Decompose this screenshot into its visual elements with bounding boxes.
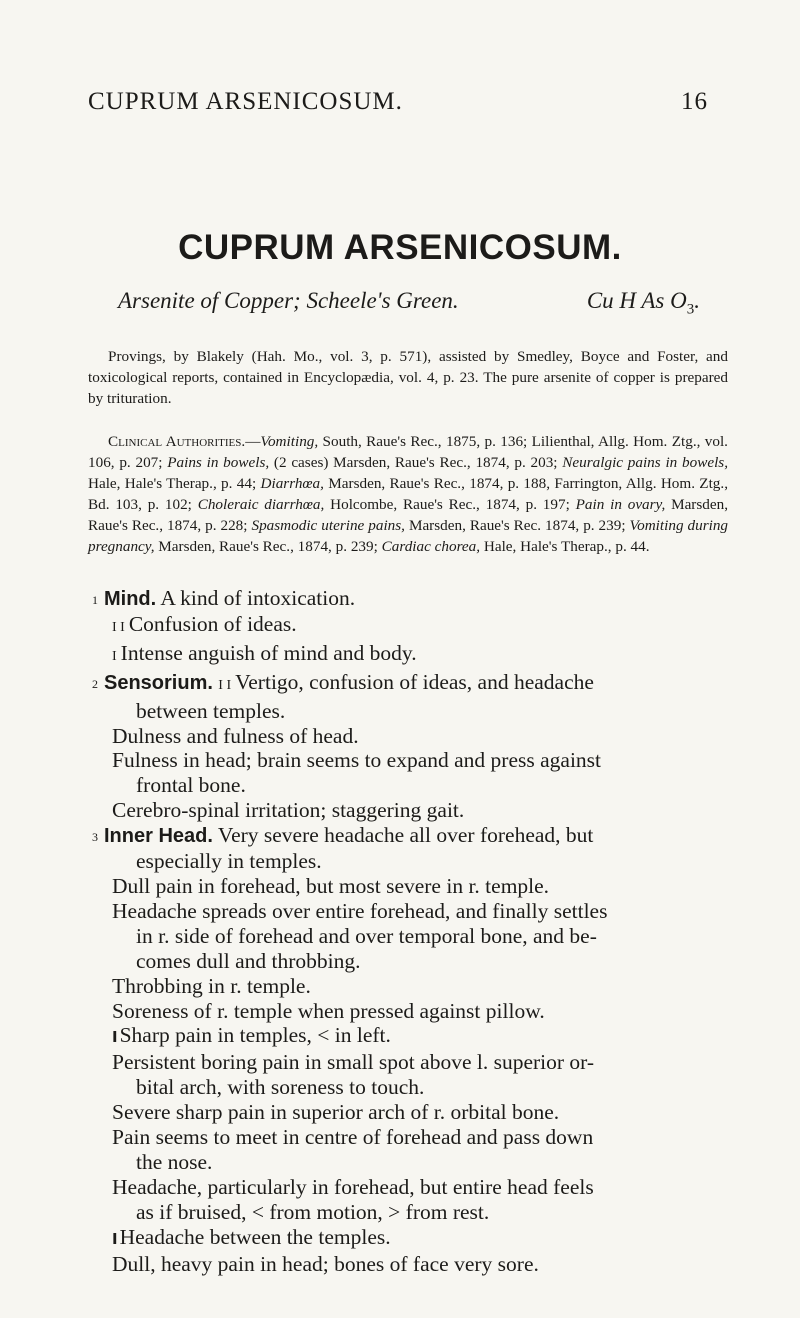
chemical-formula: Cu H As $O_3$. <box>586 288 700 318</box>
clinical-condition: Neuralgic pains in bowels, <box>562 454 729 471</box>
clinical-reference: Marsden, Raue's Rec., 1874, p. 239; <box>154 538 382 555</box>
clinical-condition: Spasmodic uterine pains, <box>251 517 405 534</box>
symptom-line: Dull, heavy pain in head; bones of face very sore. <box>112 1251 539 1276</box>
symptom-line: ISharp pain in temples, < in left. <box>112 1023 391 1048</box>
clinical-condition: Vomiting during pregnancy, <box>88 517 729 555</box>
symptom-line: Headache spreads over entire forehead, and finally settles <box>112 898 608 923</box>
page-number: 16 <box>681 88 708 115</box>
symptoms-body <box>88 586 748 1276</box>
symptom-text: Very severe headache all over forehead, but <box>217 823 594 848</box>
emphasis-mark: I <box>112 1028 118 1047</box>
running-head-title: CUPRUM ARSENICOSUM. <box>88 88 403 115</box>
clinical-condition: Pain in ovary, <box>575 496 666 513</box>
clinical-reference: Holcombe, Raue's Rec., 1874, p. 197; <box>324 496 576 513</box>
clinical-condition: Diarrhœa, <box>260 475 324 492</box>
emphasis-mark: I <box>112 1229 118 1248</box>
clinical-condition: Choleraic diarrhœa, <box>197 496 325 513</box>
clinical-condition: Pains in bowels, <box>167 454 270 471</box>
clinical-reference: Hale, Hale's Therap., p. 44; <box>88 475 261 492</box>
page-title: CUPRUM ARSENICOSUM. <box>178 228 622 267</box>
section-heading: Sensorium. <box>104 671 213 694</box>
symptom-line: Soreness of r. temple when pressed against pillow. <box>112 998 545 1023</box>
provings-paragraph: Provings, by Blakely (Hah. Mo., vol. 3, p. 571), assisted by Smedley, Boyce and Foster, and toxicological reports, contained in Encyclopædia, vol. 4, p. 23. The pure arsenite of copper is prepared by trituration. <box>88 348 728 407</box>
clinical-authorities-paragraph: Clinical Authorities.—Vomiting, South, Raue's Rec., 1875, p. 136; Lilienthal, Allg. Hom. Ztg., vol. 106, p. 207; Pains in bowels, (2 cases) Marsden, Raue's Rec., 1874, p. 203; Neuralgic pains in bowels, Hale, Hale's Therap., p. 44; Diarrhœa, Marsden, Raue's Rec., 1874, p. 188, Farrington, Allg. Hom. Ztg., Bd. 103, p. 102; Choleraic diarrhœa, Holcombe, Raue's Rec., 1874, p. 197; Pain in ovary, Marsden, Raue's Rec., 1874, p. 228; Spasmodic uterine pains, Marsden, Raue's Rec. 1874, p. 239; Vomiting during pregnancy, Marsden, Raue's Rec., 1874, p. 239; Cardiac chorea, Hale, Hale's Therap., p. 44. <box>88 433 729 555</box>
running-head <box>88 88 708 116</box>
subtitle-names: Arsenite of Copper; Scheele's Green. <box>118 288 459 313</box>
symptom-continuation: as if bruised, < from motion, > from rest. <box>136 1199 490 1224</box>
symptom-continuation: especially in temples. <box>136 849 322 874</box>
symptom-line: Severe sharp pain in superior arch of r. orbital bone. <box>112 1100 560 1125</box>
symptom-line: Pain seems to meet in centre of forehead and pass down <box>112 1125 594 1150</box>
clinical-condition: Cardiac chorea, <box>381 538 481 555</box>
symptom-continuation: frontal bone. <box>136 773 246 798</box>
symptom-line: Dull pain in forehead, but most severe in r. temple. <box>112 873 550 898</box>
symptom-continuation: between temples. <box>136 698 286 723</box>
symptom-line: Fulness in head; brain seems to expand and press against <box>112 748 602 773</box>
symptom-text: Vertigo, confusion of ideas, and headache <box>235 669 594 694</box>
symptom-line: IHeadache between the temples. <box>112 1224 391 1249</box>
symptom-line: I I Confusion of ideas. <box>112 611 297 636</box>
symptom-continuation: in r. side of forehead and over temporal bone, and be- <box>136 923 597 948</box>
clinical-reference: South, Raue's Rec., 1875, p. 136; Lilienthal, Allg. Hom. Ztg., vol. 106, p. 207; <box>88 433 728 471</box>
symptom-text: A kind of intoxication. <box>160 586 356 610</box>
clinical-reference: Marsden, Raue's Rec., 1874, p. 228; <box>88 496 729 534</box>
symptom-continuation: comes dull and throbbing. <box>136 948 361 973</box>
clinical-reference: Hale, Hale's Therap., p. 44. <box>480 538 650 555</box>
subtitle <box>118 288 740 319</box>
symptom-continuation: bital arch, with soreness to touch. <box>136 1075 425 1100</box>
symptom-line: Dulness and fulness of head. <box>112 723 359 748</box>
inner-head-list <box>88 874 748 1277</box>
section-sensorium: 2 Sensorium. I I Vertigo, confusion of ideas, and headache <box>92 669 594 694</box>
symptom-line: Throbbing in r. temple. <box>112 973 311 998</box>
section-inner-head: 3 Inner Head. Very severe headache all over forehead, but <box>92 823 594 848</box>
symptom-line: Cerebro-spinal irritation; staggering gait. <box>112 798 465 823</box>
symptom-continuation: the nose. <box>136 1149 213 1174</box>
clinical-label: Clinical Authorities. <box>108 433 246 450</box>
clinical-reference: (2 cases) Marsden, Raue's Rec., 1874, p. 203; <box>269 454 563 471</box>
section-heading: Inner Head. <box>104 825 213 848</box>
clinical-reference: Marsden, Raue's Rec. 1874, p. 239; <box>404 517 630 534</box>
symptom-line: I Intense anguish of mind and body. <box>112 640 417 665</box>
section-heading: Mind. <box>104 588 157 610</box>
symptom-line: Persistent boring pain in small spot above l. superior or- <box>112 1050 595 1075</box>
symptom-line: Headache, particularly in forehead, but entire head feels <box>112 1174 594 1199</box>
clinical-condition: Vomiting, <box>260 433 319 450</box>
section-mind: 1 Mind. A kind of intoxication. <box>92 586 356 610</box>
clinical-reference: Marsden, Raue's Rec., 1874, p. 188, Farrington, Allg. Hom. Ztg., Bd. 103, p. 102; <box>88 475 728 513</box>
